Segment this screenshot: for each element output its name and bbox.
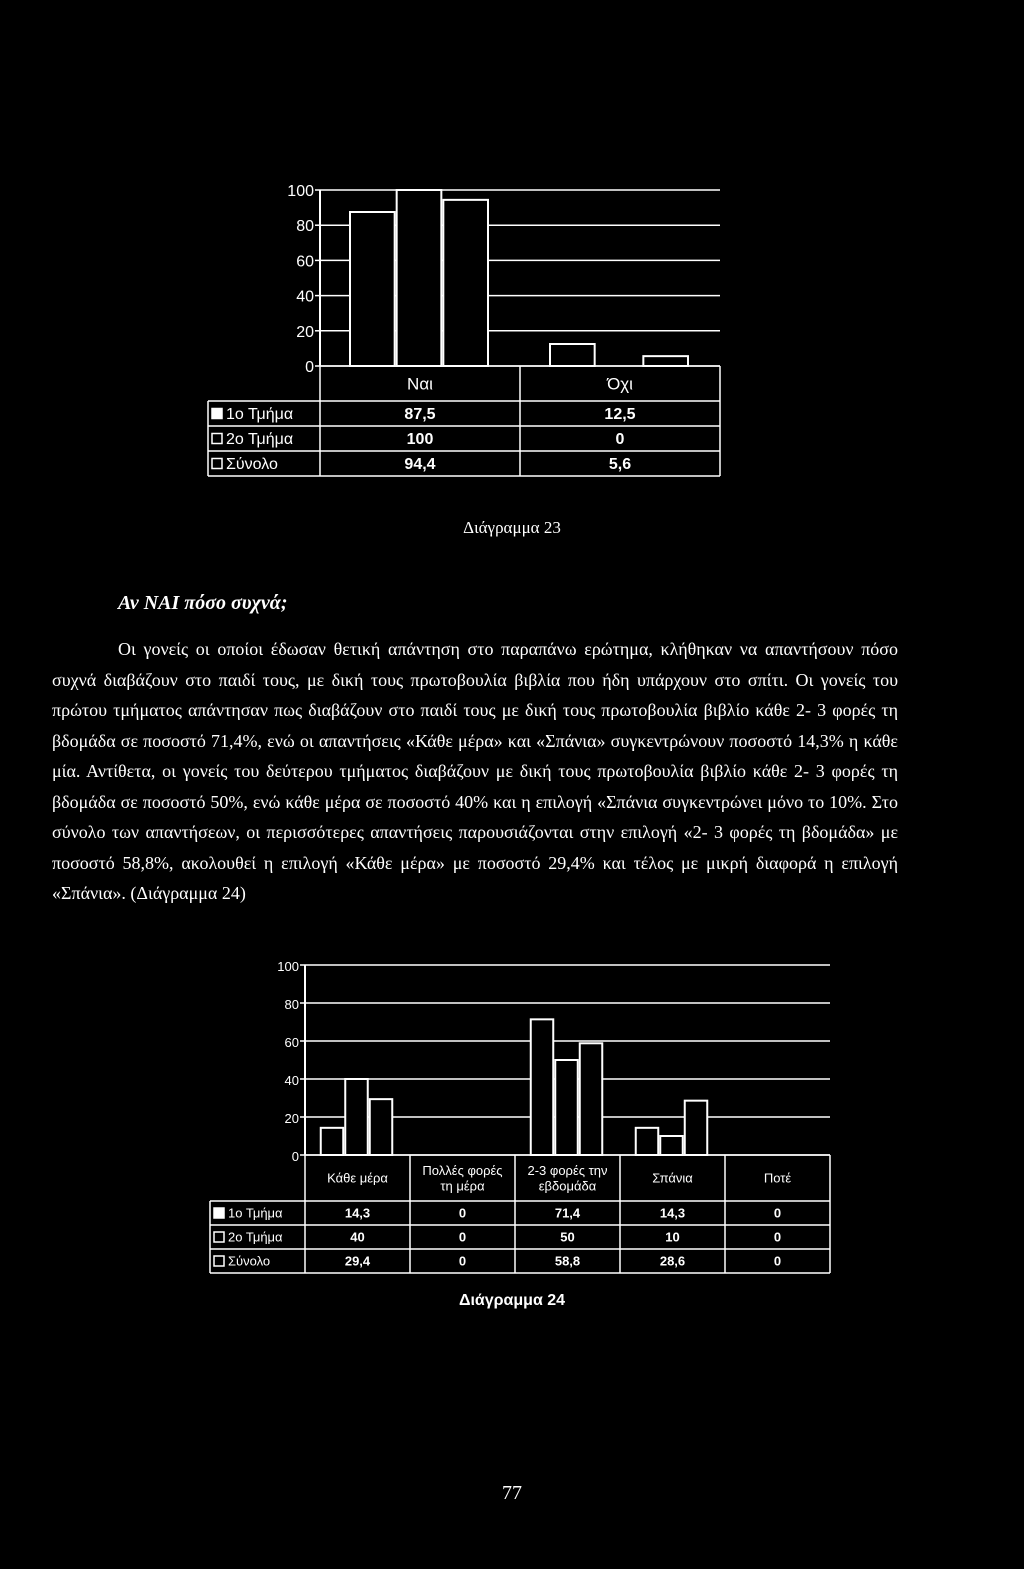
- y-tick-label: 60: [284, 1035, 299, 1050]
- data-label: 14,3: [659, 1205, 686, 1221]
- body-paragraph: Οι γονείς οι οποίοι έδωσαν θετική απάντηση στο παραπάνω ερώτημα, κλήθηκαν να απαντήσουν πόσο συχνά διαβάζουν στο παιδί τους, με δική τους πρωτοβουλία βιβλία που ήδη υπάρχουν στο σπίτι. Οι γονείς του πρώτου τμήματος απάντησαν πως διαβάζουν στο παιδί τους με δική τους πρωτοβουλία βιβλίο κάθε 2- 3 φορές τη βδομάδα σε ποσοστό 71,4%, ενώ οι απαντήσεις «Κάθε μέρα» και «Σπάνια» συγκεντρώνουν ποσοστό 14,3% η κάθε μία. Αντίθετα, οι γονείς του δεύτερου τμήματος διαβάζουν με δική τους πρωτοβουλία βιβλίο κάθε 2- 3 φορές τη βδομάδα σε ποσοστό 50%, ενώ κάθε μέρα σε ποσοστό 40% και η επιλογή «Σπάνια συγκεντρώνει μόνο το 10%. Στο σύνολο των απαντήσεων, οι περισσότερες απαντήσεις παρουσιάζονται στην επιλογή «2- 3 φορές τη βδομάδα» με ποσοστό 58,8%, ακολουθεί η επιλογή «Κάθε μέρα» με ποσοστό 29,4% και τέλος με μικρή διαφορά η επιλογή «Σπάνια». (Διάγραμμα 24): [52, 639, 898, 903]
- category-label: Κάθε μέρα: [327, 1170, 388, 1186]
- y-tick-label: 60: [296, 253, 314, 271]
- y-tick-label: 80: [296, 218, 314, 236]
- data-label: 5,6: [608, 456, 632, 474]
- category-label: εβδομάδα: [538, 1178, 597, 1194]
- data-label: 12,5: [604, 406, 636, 424]
- chart-caption-24: Διάγραμμα 24: [458, 1292, 566, 1309]
- legend-swatch: [214, 1208, 224, 1218]
- legend-label: Σύνολο: [226, 456, 278, 474]
- data-label: 0: [458, 1253, 467, 1269]
- category-label: Όχι: [607, 374, 633, 394]
- y-tick-label: 20: [296, 323, 314, 341]
- bar: [370, 1099, 393, 1155]
- y-tick-label: 40: [296, 288, 314, 306]
- bar: [550, 344, 595, 366]
- legend-label: 1ο Τμήμα: [226, 406, 294, 424]
- category-label: Πολλές φορές: [422, 1162, 503, 1178]
- data-label: 0: [615, 431, 625, 449]
- data-label: 0: [773, 1205, 782, 1221]
- bar: [636, 1128, 659, 1155]
- data-label: 0: [458, 1229, 467, 1245]
- y-tick-label: 100: [287, 183, 314, 200]
- legend-swatch: [214, 1256, 224, 1266]
- data-label: 94,4: [404, 456, 436, 474]
- data-label: 71,4: [554, 1205, 581, 1221]
- y-tick-label: 20: [284, 1111, 299, 1126]
- legend-label: 2ο Τμήμα: [226, 431, 294, 449]
- data-label: 0: [773, 1253, 782, 1269]
- bar: [345, 1079, 368, 1155]
- y-tick-label: 0: [291, 1149, 299, 1164]
- category-label: τη μέρα: [440, 1178, 485, 1194]
- bar: [397, 190, 442, 366]
- legend-label: 1ο Τμήμα: [228, 1205, 283, 1221]
- legend-swatch: [214, 1232, 224, 1242]
- page-number: 77: [502, 1482, 522, 1504]
- category-label: Σπάνια: [652, 1170, 693, 1186]
- bar: [321, 1128, 344, 1155]
- data-label: 10: [665, 1229, 680, 1245]
- category-label: Ναι: [407, 374, 433, 394]
- bar: [643, 356, 688, 366]
- bar: [685, 1101, 708, 1155]
- legend-label: Σύνολο: [228, 1253, 271, 1269]
- data-label: 87,5: [404, 406, 436, 424]
- legend-label: 2ο Τμήμα: [228, 1229, 283, 1245]
- chart-diagram-23: [200, 178, 740, 498]
- data-label: 14,3: [344, 1205, 371, 1221]
- data-label: 29,4: [344, 1253, 371, 1269]
- section-heading: Αν ΝΑΙ πόσο συχνά;: [118, 592, 288, 614]
- category-label: Ποτέ: [763, 1170, 792, 1186]
- legend-swatch: [212, 434, 222, 444]
- legend-swatch: [212, 459, 222, 469]
- chart-diagram-24: [200, 955, 840, 1285]
- legend-swatch: [212, 409, 222, 419]
- data-label: 0: [773, 1229, 782, 1245]
- data-label: 100: [406, 431, 434, 449]
- category-label: 2-3 φορές την: [527, 1162, 608, 1178]
- bar: [443, 200, 488, 366]
- y-tick-label: 0: [305, 359, 314, 376]
- bar: [660, 1136, 683, 1155]
- data-label: 40: [350, 1229, 365, 1245]
- chart-caption-23: Διάγραμμα 23: [463, 518, 561, 537]
- y-tick-label: 40: [284, 1073, 299, 1088]
- data-label: 58,8: [554, 1253, 581, 1269]
- bar: [580, 1043, 603, 1155]
- data-label: 0: [458, 1205, 467, 1221]
- data-label: 28,6: [659, 1253, 686, 1269]
- bar: [531, 1019, 554, 1155]
- y-tick-label: 80: [284, 997, 299, 1012]
- bar: [350, 212, 395, 366]
- y-tick-label: 100: [277, 959, 299, 974]
- bar: [555, 1060, 578, 1155]
- data-label: 50: [560, 1229, 575, 1245]
